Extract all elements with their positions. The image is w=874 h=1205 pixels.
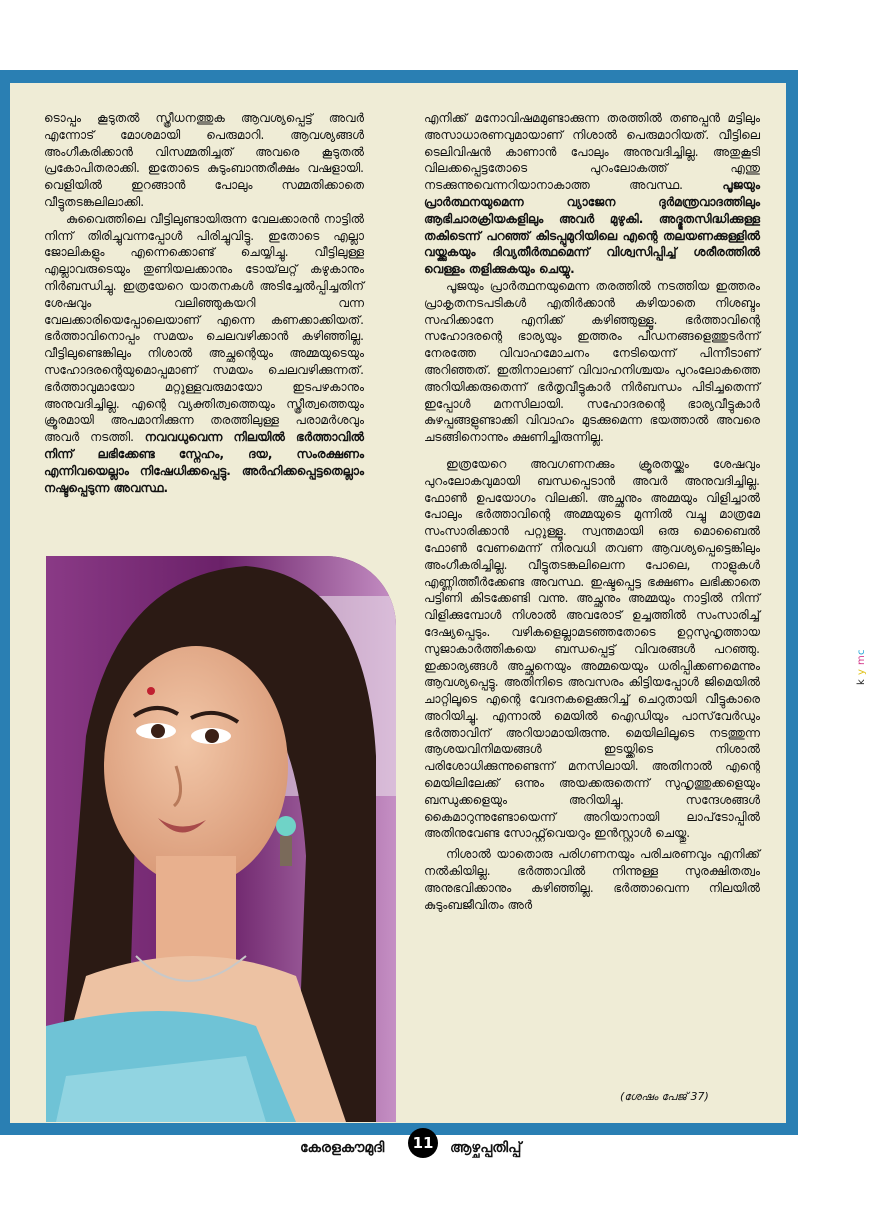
right-paragraph-2: പൂജയും പ്രാർത്ഥനയുമെന്ന തരത്തിൽ നടത്തിയ ഇത്തരം പ്രാകൃതനടപടികൾ എതിർക്കാൻ കഴിയാതെ നിശബ്ദം സഹിക്കാനേ എനിക്ക് കഴിഞ്ഞുള്ളൂ. ഭർത്താവിന്റെ സഹോദരന്റെ ഭാര്യയും ഇത്തരം പീഡനങ്ങളെത്തുടർന്ന് നേരത്തേ വിവാഹമോചനം നേടിയെന്ന് പിന്നീടാണ് അറിഞ്ഞത്. ഇതിനാലാണ് വിവാഹനിശ്ചയം പുറംലോകത്തെ അറിയിക്കരുതെന്ന് ഭർതൃവീട്ടുകാർ നിർബന്ധം പിടിച്ചതെന്ന് ഇപ്പോൾ മനസിലായി. സഹോദരന്റെ ഭാര്യവീട്ടുകാർ കുഴപ്പങ്ങളുണ്ടാക്കി വിവാഹം മുടക്കുമെന്ന ഭയത്താൽ അവരെ ചടങ്ങിനൊന്നും ക്ഷണിച്ചിരുന്നില്ല. [424, 278, 760, 445]
right-column [424, 110, 760, 913]
print-mark-k: k [856, 679, 867, 685]
print-mark-c: c [856, 649, 867, 655]
right-paragraph-1-bold: പൂജയും പ്രാർത്ഥനയുമെന്ന വ്യാജേന ദുർമന്ത്രവാദത്തിലും ആഭിചാരക്രിയകളിലും അവർ മുഴുകി. അദ്ഭുതസിദ്ധിക്കുള്ള തകിടെന്ന് പറഞ്ഞ് കിടപ്പുമുറിയിലെ എന്റെ തലയണക്കുള്ളിൽ വയ്ക്കുകയും ദിവ്യതീർത്ഥമെന്ന് വിശ്വസിപ്പിച്ച് ശരീരത്തിൽ വെള്ളം തളിക്കുകയും ചെയ്യു. [424, 178, 760, 277]
print-color-marks [852, 640, 872, 690]
right-paragraph-3: ഇത്രയേറെ അവഗണനക്കും ക്രൂരതയ്ക്കും ശേഷവും പുറംലോകവുമായി ബന്ധപ്പെടാൻ അവർ അനുവദിച്ചില്ല. ഫോൺ ഉപയോഗം വിലക്കി. അച്ഛനും അമ്മയും വിളിച്ചാൽ പോലും ഭർത്താവിന്റെ അമ്മയുടെ മുന്നിൽ വച്ചു മാത്രമേ സംസാരിക്കാൻ പറ്റുള്ളൂ. സ്വന്തമായി ഒരു മൊബൈൽ ഫോൺ വേണമെന്ന് നിരവധി തവണ ആവശ്യപ്പെട്ടെങ്കിലും അംഗീകരിച്ചില്ല. വീട്ടുതടങ്കലിലെന്ന പോലെ, നാളുകൾ എണ്ണിത്തീർക്കേണ്ട അവസ്ഥ. ഇഷ്ടപ്പെട്ട ഭക്ഷണം ലഭിക്കാതെ പട്ടിണി കിടക്കേണ്ടി വന്നു. അച്ഛനും അമ്മയും നാട്ടിൽ നിന്ന് വിളിക്കുമ്പോൾ നിശാൽ അവരോട് ഉച്ചത്തിൽ സംസാരിച്ച് ദേഷ്യപ്പെടും. വഴികളെല്ലാമടഞ്ഞതോടെ ഉറ്റസുഹൃത്തായ സുജാകാർത്തികയെ ബന്ധപ്പെട്ട് വിവരങ്ങൾ പറഞ്ഞു. ഇക്കാര്യങ്ങൾ അച്ഛനെയും അമ്മയെയും ധരിപ്പിക്കണമെന്നും ആവശ്യപ്പെട്ടു. അതിനിടെ അവസരം കിട്ടിയപ്പോൾ ജിമെയിൽ ചാറ്റിലൂടെ എന്റെ വേദനകളെക്കുറിച്ച് ചെറുതായി വീട്ടുകാരെ അറിയിച്ചു. എന്നാൽ മെയിൽ ഐഡിയും പാസ്‌വേർഡും ഭർത്താവിന് അറിയാമായിരുന്നു. മെയിലിലൂടെ നടത്തുന്ന ആശയവിനിമയങ്ങൾ ഇടയ്ക്കിടെ നിശാൽ പരിശോധിക്കുന്നുണ്ടെന്ന് മനസിലായി. അതിനാൽ എന്റെ മെയിലിലേക്ക് ഒന്നും അയക്കരുതെന്ന് സുഹൃത്തുക്കളെയും ബന്ധുക്കളെയും അറിയിച്ചു. സന്ദേശങ്ങൾ കൈമാറുന്നുണ്ടോയെന്ന് അറിയാനായി ലാപ്‌ടോപ്പിൽ അതിനുവേണ്ട സോഫ്റ്റ്‌വെയറും ഇൻസ്റ്റാൾ ചെയ്തു. [424, 456, 760, 841]
left-paragraph-2-text: കുവൈത്തിലെ വീട്ടിലുണ്ടായിരുന്ന വേലക്കാരൻ നാട്ടിൽ നിന്ന് തിരിച്ചുവന്നപ്പോൾ പിരിച്ചുവിട്ടു. ഇതോടെ എല്ലാ ജോലികളും എന്നെക്കൊണ്ട് ചെയ്യിച്ചു. വീട്ടിലുള്ള എല്ലാവരുടെയും തുണിയലക്കാനും ടോയ്‌ലറ്റ് കഴുകാനും നിർബന്ധിച്ചു. ഇത്രയേറെ യാതനകൾ അടിച്ചേൽപ്പിച്ചതിന് ശേഷവും വലിഞ്ഞുകയറി വന്ന വേലക്കാരിയെപ്പോലെയാണ് എന്നെ കണക്കാക്കിയത്. ഭർത്താവിനൊപ്പം സമയം ചെലവഴിക്കാൻ കഴിഞ്ഞില്ല. വീട്ടിലുണ്ടെങ്കിലും നിശാൽ അച്ഛന്റെയും അമ്മയുടെയും സഹോദരന്റെയുമൊപ്പമാണ് സമയം ചെലവഴിക്കുന്നത്. ഭർത്താവുമായോ മറ്റുള്ളവരുമായോ ഇടപഴകാനും അനുവദിച്ചില്ല. എന്റെ വ്യക്തിത്വത്തെയും സ്ത്രീത്വത്തെയും ക്രൂരമായി അപമാനിക്കുന്ന തരത്തിലുള്ള പരാമർശവും അവർ നടത്തി. [44, 211, 364, 445]
right-paragraph-1-text: എനിക്ക് മനോവിഷമമുണ്ടാക്കുന്ന തരത്തിൽ തണുപ്പൻ മട്ടിലും അസാധാരണവുമായാണ് നിശാൽ പെരുമാറിയത്. വീട്ടിലെ ടെലിവിഷൻ കാണാൻ പോലും അനുവദിച്ചില്ല. അതുകൂടി വിലക്കപ്പെട്ടതോടെ പുറംലോകത്ത് എന്തു നടക്കുന്നുവെന്നറിയാനാകാത്ത അവസ്ഥ. [424, 111, 760, 193]
left-paragraph-1: ടൊപ്പം കൂടുതൽ സ്ത്രീധനത്തുക ആവശ്യപ്പെട്ട് അവർ എന്നോട് മോശമായി പെരുമാറി. ആവശ്യങ്ങൾ അംഗീകരിക്കാൻ വിസമ്മതിച്ചത് അവരെ കൂടുതൽ പ്രകോപിതരാക്കി. ഇതോടെ കുടുംബാന്തരീക്ഷം വഷളായി. വെളിയിൽ ഇറങ്ങാൻ പോലും സമ്മതിക്കാതെ വീട്ടുതടങ്കലിലാക്കി. [44, 111, 364, 209]
left-column [44, 110, 364, 496]
print-mark-m: m [856, 655, 867, 665]
right-paragraph-1 [424, 110, 760, 278]
page-footer [0, 1134, 874, 1168]
left-paragraph-2-bold: നവവധുവെന്ന നിലയിൽ ഭർത്താവിൽ നിന്ന് ലഭിക്കേണ്ട സ്നേഹം, ദയ, സംരക്ഷണം എന്നിവയെല്ലാം നിഷേധിക്കപ്പെട്ടു. അർഹിക്കപ്പെട്ടതെല്ലാം നഷ്ടപ്പെടുന്ന അവസ്ഥ. [44, 430, 364, 495]
portrait-photo [46, 556, 396, 1122]
continued-note: (ശേഷം പേജ് 37) [620, 1090, 709, 1103]
portrait-photo-icon [46, 556, 396, 1122]
left-paragraph-2 [44, 211, 364, 497]
right-paragraph-4: നിശാൽ യാതൊരു പരിഗണനയും പരിചരണവും എനിക്ക് നൽകിയില്ല. ഭർത്താവിൽ നിന്നുള്ള സുരക്ഷിതത്വം അനുഭവിക്കാനും കഴിഞ്ഞില്ല. ഭർത്താവെന്ന നിലയിൽ കുടുംബജീവിതം അർ [424, 847, 760, 912]
publication-name: കേരളകൗമുദി [300, 1140, 385, 1156]
page-number: 11 [408, 1128, 438, 1158]
print-mark-y: y [856, 669, 867, 675]
weekly-label: ആഴ്ചപ്പതിപ്പ് [450, 1140, 522, 1156]
